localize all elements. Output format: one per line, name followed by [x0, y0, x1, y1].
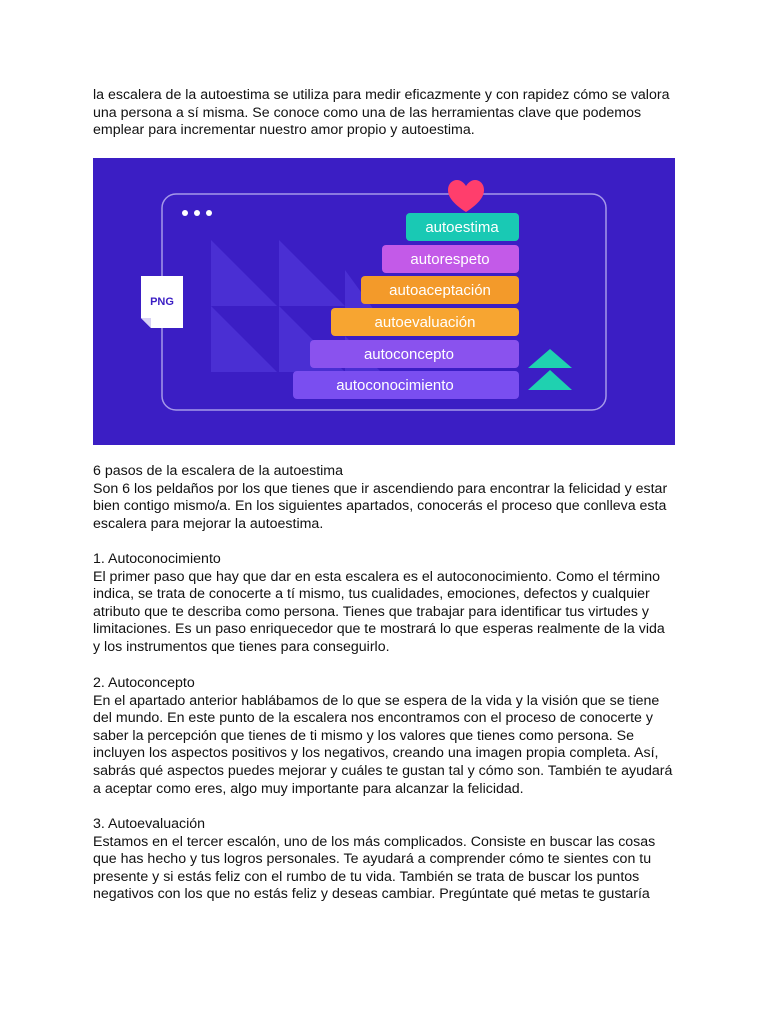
text-line: presente y si estás feliz con el rumbo de tu vida. También se trata de buscar los puntos — [93, 868, 640, 885]
text-line: incluyen los aspectos positivos y los negativos, creando una imagen propia completa. Así, — [93, 745, 659, 762]
text-line: sabrás qué aspectos puedes mejorar y cuáles te gustan tal y cómo son. También te ayudará — [93, 762, 673, 779]
text-line: escalera para mejorar la autoestima. — [93, 515, 324, 532]
text-line: a aceptar como eres, algo muy importante para alcanzar la felicidad. — [93, 780, 524, 797]
section-autoconocimiento — [93, 551, 683, 657]
text-line: Estamos en el tercer escalón, uno de los más complicados. Consiste en buscar las cosas — [93, 833, 656, 850]
text-line: una persona a sí misma. Se conoce como una de las herramientas clave que podemos — [93, 104, 642, 121]
text-line: En el apartado anterior hablábamos de lo que se espera de la vida y la visión que se tiene — [93, 692, 660, 709]
text-line: que has hecho y tus logros personales. Te ayudará a comprender cómo te sientes con tu — [93, 851, 652, 868]
step-autoconocimiento — [293, 371, 519, 399]
section-title: 6 pasos de la escalera de la autoestima — [93, 463, 344, 479]
svg-text:autoconcepto: autoconcepto — [363, 346, 455, 363]
file-badge-label: PNG — [150, 296, 174, 308]
text-line: negativos con los que no estás feliz y deseas cambiar. Pregúntate qué metas te gustaría — [93, 886, 650, 903]
svg-text:autoestima: autoestima — [425, 219, 499, 236]
text-line: la escalera de la autoestima se utiliza para medir eficazmente y con rapidez cómo se valora — [93, 87, 670, 103]
section-heading: 2. Autoconcepto — [93, 675, 195, 691]
png-file-icon — [141, 276, 183, 328]
svg-text:autoevaluación: autoevaluación — [374, 314, 476, 331]
step-autorespeto — [382, 245, 519, 273]
section-heading: 3. Autoevaluación — [93, 816, 206, 832]
text-line: emplear para incrementar nuestro amor propio y autoestima. — [93, 122, 475, 139]
text-line: El primer paso que hay que dar en esta escalera es el autoconocimiento. Como el término — [93, 568, 661, 585]
text-line: bien contigo mismo/a. En los siguientes apartados, conocerás el proceso que conlleva esta — [93, 498, 667, 515]
section-heading: 1. Autoconocimiento — [93, 551, 221, 567]
section-autoconcepto — [93, 675, 683, 798]
svg-text:autoaceptación: autoaceptación — [389, 282, 491, 299]
text-line: Son 6 los peldaños por los que tienes que ir ascendiendo para encontrar la felicidad y estar — [93, 480, 668, 497]
text-line: y los instrumentos que tienes para conseguirlo. — [93, 638, 390, 655]
text-line: del mundo. En este punto de la escalera nos encontramos con el proceso de conocerte y — [93, 710, 653, 727]
step-autoevaluacion — [331, 308, 519, 336]
step-autoconcepto — [310, 340, 519, 368]
section-intro — [93, 463, 683, 533]
svg-text:autorespeto: autorespeto — [410, 251, 490, 268]
text-line: indica, se trata de conocerte a tí mismo, tus cualidades, emociones, defectos y cualquier — [93, 586, 650, 603]
step-autoaceptacion — [361, 276, 519, 304]
section-autoevaluacion — [93, 816, 683, 904]
svg-text:autoconocimiento: autoconocimiento — [336, 377, 454, 394]
text-line: limitaciones. Es un paso enriquecedor que te mostrará lo que esperas realmente de la vida — [93, 621, 665, 638]
step-autoestima — [406, 213, 519, 241]
text-line: saber la percepción que tienes de ti mismo y los valores que tienes como persona. Se — [93, 727, 634, 744]
text-line: atributo que te describa como persona. Tienes que trabajar para identificar tus virtudes y — [93, 603, 649, 620]
self-esteem-ladder-illustration — [93, 158, 675, 445]
intro-paragraph — [93, 87, 683, 140]
window-dots — [182, 210, 212, 216]
